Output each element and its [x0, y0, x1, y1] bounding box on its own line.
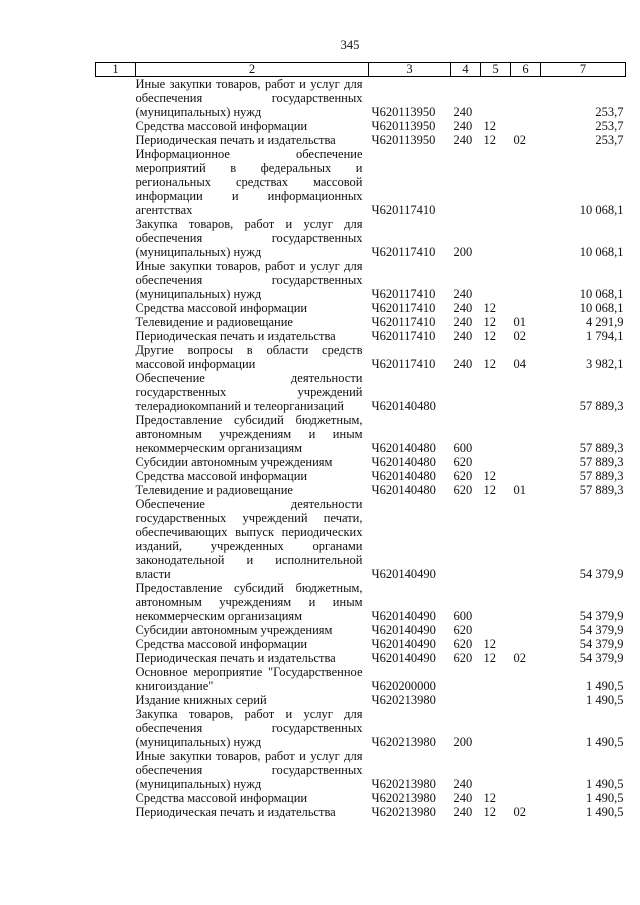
table-row [96, 483, 626, 497]
section-code: 12 [483, 651, 496, 665]
table-row [96, 707, 626, 749]
row-col-1 [96, 805, 136, 819]
header-col-3: 3 [369, 63, 451, 77]
subsection-code: 01 [513, 315, 526, 329]
subsection-code [511, 749, 541, 791]
subsection-code: 01 [513, 483, 526, 497]
budget-item-name: Закупка товаров, работ и услуг для обеспечения государственных (муниципальных) нужд [135, 707, 363, 749]
target-article-code: Ч620140480 [371, 441, 436, 455]
header-col-7: 7 [541, 63, 626, 77]
target-article-code: Ч620213980 [371, 805, 436, 819]
section-code [481, 497, 511, 581]
row-col-1 [96, 497, 136, 581]
section-code [481, 665, 511, 693]
target-article-code: Ч620140480 [371, 399, 436, 413]
table-row [96, 651, 626, 665]
section-code [481, 623, 511, 637]
row-col-1 [96, 413, 136, 455]
budget-item-name: Периодическая печать и издательства [135, 329, 336, 343]
budget-item-name: Периодическая печать и издательства [135, 133, 336, 147]
amount-value: 10 068,1 [579, 301, 624, 315]
expense-type-code: 200 [453, 245, 473, 259]
expense-type-code: 600 [453, 609, 473, 623]
amount-value: 54 379,9 [579, 651, 624, 665]
section-code [481, 371, 511, 413]
section-code [481, 413, 511, 455]
table-row [96, 455, 626, 469]
table-row [96, 637, 626, 651]
budget-item-name: Средства массовой информации [135, 119, 308, 133]
amount-value: 54 379,9 [579, 637, 624, 651]
budget-item-name: Обеспечение деятельности государственных учреждений телерадиокомпаний и телеорганизаций [135, 371, 363, 413]
subsection-code: 02 [513, 133, 526, 147]
amount-value: 10 068,1 [579, 245, 624, 259]
budget-item-name: Обеспечение деятельности государственных учреждений печати, обеспечивающих выпуск периодических изданий, учрежденных органами законодательной и исполнительной власти [135, 497, 363, 581]
table-row [96, 343, 626, 371]
target-article-code: Ч620117410 [371, 301, 436, 315]
section-code [481, 581, 511, 623]
expense-type-code: 620 [453, 651, 473, 665]
expense-type-code: 240 [453, 119, 473, 133]
target-article-code: Ч620117410 [371, 357, 436, 371]
table-row [96, 371, 626, 413]
header-col-1: 1 [96, 63, 136, 77]
subsection-code [511, 581, 541, 623]
budget-item-name: Периодическая печать и издательства [135, 651, 336, 665]
target-article-code: Ч620140490 [371, 609, 436, 623]
row-col-1 [96, 371, 136, 413]
table-row [96, 623, 626, 637]
budget-item-name: Субсидии автономным учреждениям [135, 455, 333, 469]
section-code: 12 [483, 805, 496, 819]
row-col-1 [96, 693, 136, 707]
subsection-code [511, 497, 541, 581]
section-code: 12 [483, 483, 496, 497]
budget-item-name: Средства массовой информации [135, 791, 308, 805]
row-col-1 [96, 217, 136, 259]
target-article-code: Ч620117410 [371, 315, 436, 329]
subsection-code [511, 217, 541, 259]
expense-type-code: 240 [453, 329, 473, 343]
subsection-code: 04 [513, 357, 526, 371]
table-row [96, 217, 626, 259]
row-col-1 [96, 343, 136, 371]
header-col-4: 4 [451, 63, 481, 77]
expense-type-code: 620 [453, 483, 473, 497]
amount-value: 54 379,9 [579, 609, 624, 623]
row-col-1 [96, 119, 136, 133]
expense-type-code: 240 [453, 805, 473, 819]
amount-value: 1 490,5 [586, 777, 624, 791]
amount-value: 1 490,5 [586, 805, 624, 819]
amount-value: 57 889,3 [579, 441, 624, 455]
expense-type-code: 240 [453, 315, 473, 329]
target-article-code: Ч620213980 [371, 735, 436, 749]
budget-item-name: Иные закупки товаров, работ и услуг для обеспечения государственных (муниципальных) нужд [135, 749, 363, 791]
subsection-code [511, 665, 541, 693]
budget-item-name: Телевидение и радиовещание [135, 315, 293, 329]
budget-item-name: Субсидии автономным учреждениям [135, 623, 333, 637]
section-code: 12 [483, 469, 496, 483]
section-code: 12 [483, 637, 496, 651]
table-row [96, 693, 626, 707]
section-code [481, 217, 511, 259]
table-row [96, 259, 626, 301]
amount-value: 54 379,9 [579, 567, 624, 581]
section-code: 12 [483, 329, 496, 343]
budget-item-name: Иные закупки товаров, работ и услуг для обеспечения государственных (муниципальных) нужд [135, 77, 363, 119]
subsection-code [511, 707, 541, 749]
section-code [481, 77, 511, 120]
expense-type-code: 240 [453, 287, 473, 301]
amount-value: 57 889,3 [579, 469, 624, 483]
expense-type-code [451, 665, 481, 693]
expense-type-code: 620 [453, 623, 473, 637]
budget-item-name: Средства массовой информации [135, 637, 308, 651]
row-col-1 [96, 623, 136, 637]
subsection-code: 02 [513, 805, 526, 819]
subsection-code [511, 455, 541, 469]
header-col-2: 2 [136, 63, 369, 77]
table-body [96, 77, 626, 820]
subsection-code [511, 693, 541, 707]
amount-value: 3 982,1 [586, 357, 624, 371]
target-article-code: Ч620140490 [371, 623, 436, 637]
budget-item-name: Предоставление субсидий бюджетным, автономным учреждениям и иным некоммерческим организациям [135, 581, 363, 623]
target-article-code: Ч620213980 [371, 693, 436, 707]
subsection-code [511, 119, 541, 133]
target-article-code: Ч620113950 [371, 105, 436, 119]
expense-type-code: 240 [453, 133, 473, 147]
table-row [96, 329, 626, 343]
section-code [481, 147, 511, 217]
target-article-code: Ч620117410 [371, 203, 436, 217]
amount-value: 57 889,3 [579, 455, 624, 469]
table-row [96, 791, 626, 805]
target-article-code: Ч620117410 [371, 329, 436, 343]
row-col-1 [96, 707, 136, 749]
target-article-code: Ч620140480 [371, 469, 436, 483]
section-code [481, 707, 511, 749]
header-col-5: 5 [481, 63, 511, 77]
section-code: 12 [483, 119, 496, 133]
row-col-1 [96, 483, 136, 497]
budget-table [95, 62, 626, 819]
section-code: 12 [483, 133, 496, 147]
amount-value: 253,7 [595, 105, 624, 119]
subsection-code [511, 301, 541, 315]
table-row [96, 469, 626, 483]
row-col-1 [96, 581, 136, 623]
row-col-1 [96, 147, 136, 217]
budget-item-name: Средства массовой информации [135, 469, 308, 483]
row-col-1 [96, 637, 136, 651]
row-col-1 [96, 315, 136, 329]
target-article-code: Ч620140480 [371, 483, 436, 497]
table-row [96, 147, 626, 217]
amount-value: 57 889,3 [579, 483, 624, 497]
target-article-code: Ч620213980 [371, 777, 436, 791]
budget-item-name: Телевидение и радиовещание [135, 483, 293, 497]
expense-type-code: 620 [453, 455, 473, 469]
amount-value: 1 490,5 [586, 693, 624, 707]
target-article-code: Ч620113950 [371, 119, 436, 133]
table-row [96, 805, 626, 819]
target-article-code: Ч620113950 [371, 133, 436, 147]
table-row [96, 749, 626, 791]
section-code [481, 259, 511, 301]
row-col-1 [96, 455, 136, 469]
target-article-code: Ч620140490 [371, 567, 436, 581]
amount-value: 54 379,9 [579, 623, 624, 637]
amount-value: 1 490,5 [586, 791, 624, 805]
subsection-code [511, 623, 541, 637]
amount-value: 1 794,1 [586, 329, 624, 343]
subsection-code [511, 147, 541, 217]
subsection-code [511, 469, 541, 483]
target-article-code: Ч620200000 [371, 679, 436, 693]
expense-type-code [451, 693, 481, 707]
row-col-1 [96, 469, 136, 483]
expense-type-code: 240 [453, 105, 473, 119]
subsection-code [511, 77, 541, 120]
page-number: 345 [340, 38, 360, 52]
row-col-1 [96, 329, 136, 343]
table-row [96, 301, 626, 315]
expense-type-code [451, 497, 481, 581]
expense-type-code: 240 [453, 301, 473, 315]
section-code [481, 749, 511, 791]
budget-item-name: Информационное обеспечение мероприятий в федеральных и региональных средствах массовой информации и информационных агентствах [135, 147, 363, 217]
target-article-code: Ч620213980 [371, 791, 436, 805]
row-col-1 [96, 791, 136, 805]
target-article-code: Ч620117410 [371, 287, 436, 301]
expense-type-code: 200 [453, 735, 473, 749]
expense-type-code [451, 371, 481, 413]
subsection-code [511, 371, 541, 413]
amount-value: 4 291,9 [586, 315, 624, 329]
section-code [481, 455, 511, 469]
target-article-code: Ч620140490 [371, 637, 436, 651]
row-col-1 [96, 259, 136, 301]
amount-value: 10 068,1 [579, 203, 624, 217]
amount-value: 1 490,5 [586, 735, 624, 749]
expense-type-code: 620 [453, 637, 473, 651]
budget-item-name: Иные закупки товаров, работ и услуг для обеспечения государственных (муниципальных) нужд [135, 259, 363, 301]
expense-type-code: 240 [453, 357, 473, 371]
target-article-code: Ч620117410 [371, 245, 436, 259]
subsection-code [511, 413, 541, 455]
subsection-code [511, 637, 541, 651]
budget-item-name: Издание книжных серий [135, 693, 267, 707]
budget-item-name: Периодическая печать и издательства [135, 805, 336, 819]
amount-value: 1 490,5 [586, 679, 624, 693]
target-article-code: Ч620140480 [371, 455, 436, 469]
expense-type-code: 240 [453, 777, 473, 791]
amount-value: 253,7 [595, 133, 624, 147]
subsection-code: 02 [513, 651, 526, 665]
table-row [96, 581, 626, 623]
row-col-1 [96, 665, 136, 693]
budget-item-name: Предоставление субсидий бюджетным, автономным учреждениям и иным некоммерческим организациям [135, 413, 363, 455]
table-row [96, 665, 626, 693]
section-code: 12 [483, 791, 496, 805]
row-col-1 [96, 301, 136, 315]
table-header-row [96, 63, 626, 77]
section-code [481, 693, 511, 707]
amount-value: 253,7 [595, 119, 624, 133]
subsection-code: 02 [513, 329, 526, 343]
target-article-code: Ч620140490 [371, 651, 436, 665]
row-col-1 [96, 749, 136, 791]
expense-type-code: 240 [453, 791, 473, 805]
subsection-code [511, 791, 541, 805]
section-code: 12 [483, 357, 496, 371]
table-row [96, 119, 626, 133]
budget-item-name: Средства массовой информации [135, 301, 308, 315]
section-code: 12 [483, 301, 496, 315]
row-col-1 [96, 77, 136, 120]
table-row [96, 315, 626, 329]
expense-type-code: 600 [453, 441, 473, 455]
table-row [96, 413, 626, 455]
row-col-1 [96, 651, 136, 665]
table-row [96, 133, 626, 147]
budget-item-name: Закупка товаров, работ и услуг для обеспечения государственных (муниципальных) нужд [135, 217, 363, 259]
header-col-6: 6 [511, 63, 541, 77]
table-row [96, 497, 626, 581]
table-row [96, 77, 626, 120]
row-col-1 [96, 133, 136, 147]
section-code: 12 [483, 315, 496, 329]
budget-item-name: Основное мероприятие "Государственное книгоиздание" [135, 665, 363, 693]
budget-item-name: Другие вопросы в области средств массовой информации [135, 343, 363, 371]
expense-type-code [451, 147, 481, 217]
subsection-code [511, 259, 541, 301]
amount-value: 57 889,3 [579, 399, 624, 413]
expense-type-code: 620 [453, 469, 473, 483]
amount-value: 10 068,1 [579, 287, 624, 301]
